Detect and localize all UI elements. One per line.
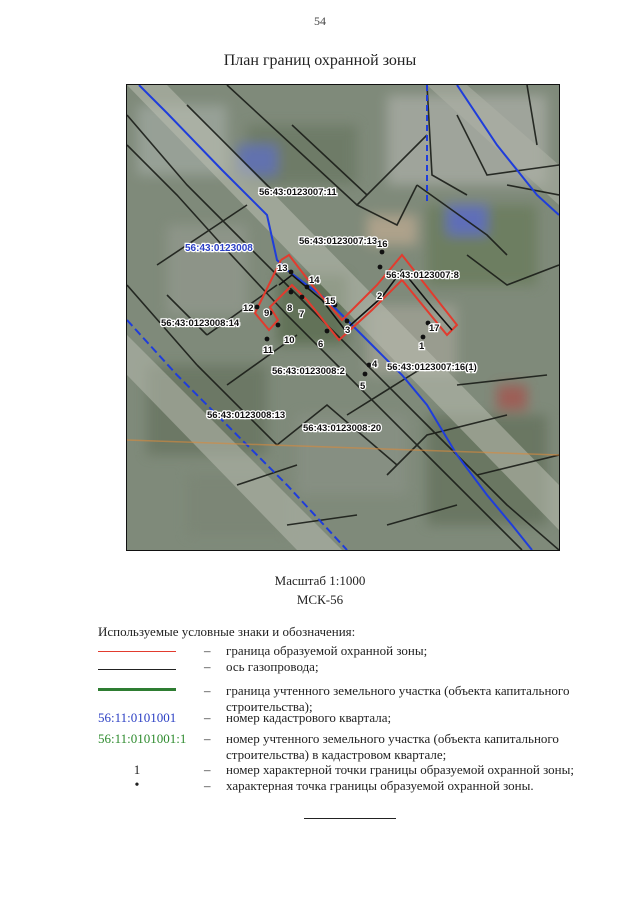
map-image xyxy=(126,84,560,551)
coordinate-system-text: МСК-56 xyxy=(296,592,344,607)
point-number: 11 xyxy=(263,345,274,356)
gas-axis-symbol xyxy=(98,659,176,670)
legend-text: номер кадастрового квартала; xyxy=(226,710,392,725)
page-title: План границ охранной зоны xyxy=(223,52,417,69)
point-number: 5 xyxy=(360,381,366,392)
legend-text: характерная точка границы образуемой охранной зоны. xyxy=(226,778,534,793)
legend-text: граница образуемой охранной зоны; xyxy=(226,643,428,658)
parcel-label: 56:43:0123007:11 xyxy=(259,187,337,198)
point-number: 1 xyxy=(419,341,425,352)
point-number: 15 xyxy=(325,296,336,307)
point-number: 4 xyxy=(372,359,378,370)
legend-text: номер характерной точки границы образуемой охранной зоны; xyxy=(226,762,574,777)
parcel-label: 56:43:0123008:13 xyxy=(207,410,286,421)
parcel-label: 56:43:0123007:16(1) xyxy=(387,362,477,373)
point-number: 8 xyxy=(287,303,293,314)
point-number: 2 xyxy=(377,291,383,302)
legend-dash: – xyxy=(204,659,211,674)
parcel-label: 56:43:0123007:8 xyxy=(386,270,459,281)
scale-block xyxy=(0,571,640,609)
point-number: 10 xyxy=(284,335,295,346)
legend-text: ось газопровода; xyxy=(226,659,319,674)
legend-text: граница учтенного земельного участка (объекта капитального строительства); xyxy=(226,683,570,714)
legend-dash: – xyxy=(204,778,211,793)
point-dot-symbol: • xyxy=(134,778,140,793)
point-number: 7 xyxy=(299,309,305,320)
parcel-label: 56:43:0123008:2 xyxy=(272,366,345,377)
point-number: 12 xyxy=(243,303,254,314)
scale-text: Масштаб 1:1000 xyxy=(274,573,366,588)
page-number: 54 xyxy=(314,14,326,28)
point-number: 17 xyxy=(429,323,440,334)
zone-boundary-symbol xyxy=(98,643,176,652)
point-number: 16 xyxy=(377,239,388,250)
footer-rule xyxy=(304,818,396,819)
parcel-label: 56:43:0123008:14 xyxy=(161,318,240,329)
legend-dash: – xyxy=(204,643,211,658)
legend-text: номер учтенного земельного участка (объекта капитального строительства) в кадастровом квартале; xyxy=(226,731,559,762)
point-number: 6 xyxy=(318,339,324,350)
parcel-boundary-symbol xyxy=(98,683,176,691)
legend-dash: – xyxy=(204,683,211,698)
point-number-symbol: 1 xyxy=(133,762,141,777)
quarter-number-symbol: 56:11:0101001 xyxy=(98,710,177,725)
legend-title: Используемые условные знаки и обозначения: xyxy=(98,624,356,639)
point-number: 14 xyxy=(309,275,320,286)
legend-dash: – xyxy=(204,710,211,725)
parcel-number-symbol: 56:11:0101001:1 xyxy=(98,731,187,746)
legend-dash: – xyxy=(204,762,211,777)
point-number: 3 xyxy=(345,325,351,336)
point-number: 13 xyxy=(277,263,288,274)
parcel-label: 56:43:0123007:13 xyxy=(299,236,378,247)
quarter-label: 56:43:0123008 xyxy=(185,243,253,254)
point-number: 9 xyxy=(264,308,270,319)
parcel-label: 56:43:0123008:20 xyxy=(303,423,382,434)
legend-dash: – xyxy=(204,731,211,746)
